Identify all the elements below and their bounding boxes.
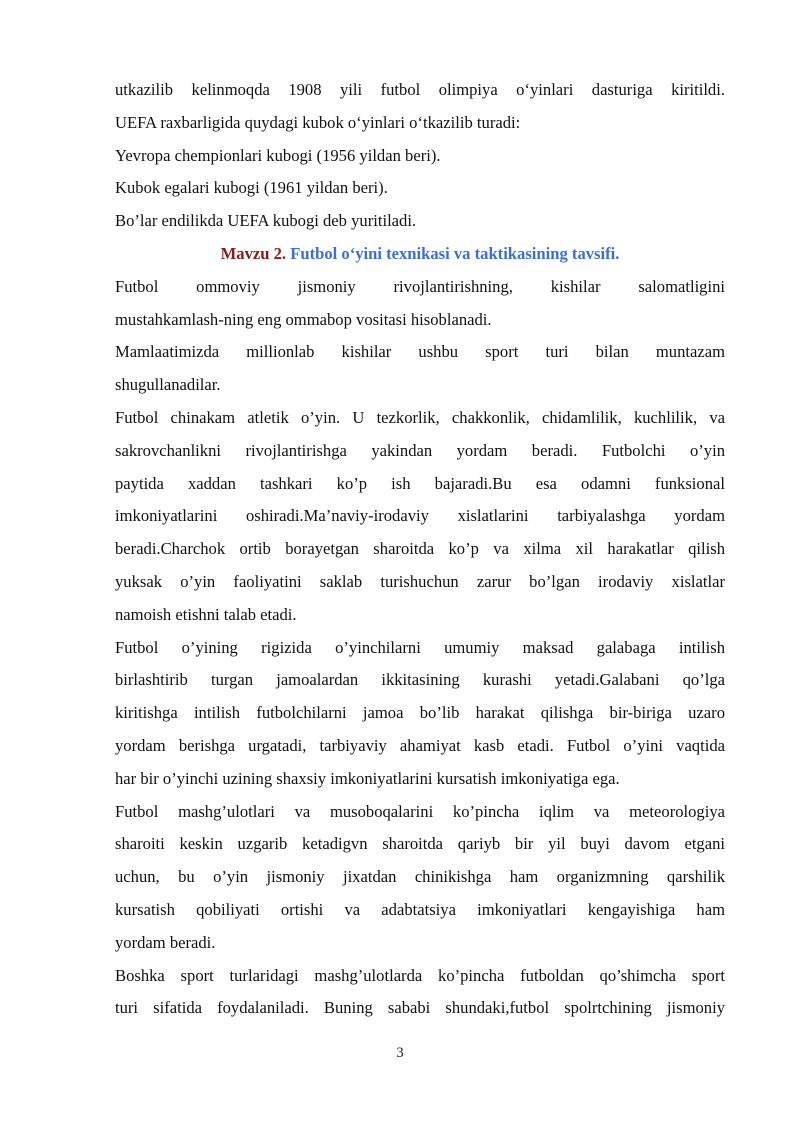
intro-line-5: Bo’lar endilikda UEFA kubogi deb yuritiladi. xyxy=(115,211,417,231)
body-line-2: mustahkamlash-ning eng ommabop vositasi hisoblanadi. xyxy=(115,309,492,329)
body-line-13: birlashtirib turgan jamoalardan ikkitasining kurashi yetadi.Galabani qo’lga xyxy=(115,670,725,690)
body-line-1: Futbol ommoviy jismoniy rivojlantirishning, kishilar salomatligini xyxy=(115,276,725,296)
body-line-18: sharoiti keskin uzgarib ketadigvn sharoitda qariyb bir yil buyi davom etgani xyxy=(115,834,725,854)
intro-line-4: Kubok egalari kubogi (1961 yildan beri). xyxy=(115,178,388,198)
body-line-5: Futbol chinakam atletik o’yin. U tezkorlik, chakkonlik, chidamlilik, kuchlilik, va xyxy=(115,407,725,427)
body-line-4: shugullanadilar. xyxy=(115,375,221,395)
body-line-21: yordam beradi. xyxy=(115,932,216,952)
intro-line-3: Yevropa chempionlari kubogi (1956 yildan beri). xyxy=(115,145,441,165)
body-line-11: namoish etishni talab etadi. xyxy=(115,604,297,624)
intro-line-1: utkazilib kelinmoqda 1908 yili futbol olimpiya o‘yinlari dasturiga kiritildi. xyxy=(115,80,725,99)
intro-line-2: UEFA raxbarligida quydagi kubok o‘yinlari o‘tkazilib turadi: xyxy=(115,112,521,132)
body-line-14: kiritishga intilish futbolchilarni jamoa bo’lib harakat qilishga bir-biriga uzaro xyxy=(115,703,725,723)
body-line-12: Futbol o’yining rigizida o’yinchilarni umumiy maksad galabaga intilish xyxy=(115,637,725,657)
body-line-20: kursatish qobiliyati ortishi va adabtatsiya imkoniyatlari kengayishiga ham xyxy=(115,899,725,919)
body-line-8: imkoniyatlarini oshiradi.Ma’naviy-irodaviy xislatlarini tarbiyalashga yordam xyxy=(115,506,725,526)
document-page xyxy=(115,74,725,1025)
body-line-22: Boshka sport turlaridagi mashg’ulotlarda ko’pincha futboldan qo’shimcha sport xyxy=(115,965,725,985)
body-line-7: paytida xaddan tashkari ko’p ish bajaradi.Bu esa odamni funksional xyxy=(115,473,725,493)
body-line-9: beradi.Charchok ortib borayetgan sharoitda ko’p va xilma xil harakatlar qilish xyxy=(115,539,725,559)
heading-prefix: Mavzu 2. xyxy=(220,243,287,263)
page-number: 3 xyxy=(396,1045,404,1061)
body-line-17: Futbol mashg’ulotlari va musoboqalarini ko’pincha iqlim va meteorologiya xyxy=(115,801,725,821)
section-heading xyxy=(115,238,725,271)
body-line-6: sakrovchanlikni rivojlantirishga yakindan yordam beradi. Futbolchi o’yin xyxy=(115,440,725,460)
body-line-3: Mamlaatimizda millionlab kishilar ushbu sport turi bilan muntazam xyxy=(115,342,725,362)
heading-title: Futbol o‘yini texnikasi va taktikasining tavsifi. xyxy=(290,243,620,263)
body-line-10: yuksak o’yin faoliyatini saklab turishuchun zarur bo’lgan irodaviy xislatlar xyxy=(115,571,725,591)
body-line-16: har bir o’yinchi uzining shaxsiy imkoniyatlarini kursatish imkoniyatiga ega. xyxy=(115,768,620,788)
body-line-15: yordam berishga urgatadi, tarbiyaviy ahamiyat kasb etadi. Futbol o’yini vaqtida xyxy=(115,735,725,755)
body-line-19: uchun, bu o’yin jismoniy jixatdan chinikishga ham organizmning qarshilik xyxy=(115,867,725,887)
body-line-23: turi sifatida foydalaniladi. Buning sababi shundaki,futbol spolrtchining jismoniy xyxy=(115,998,725,1018)
